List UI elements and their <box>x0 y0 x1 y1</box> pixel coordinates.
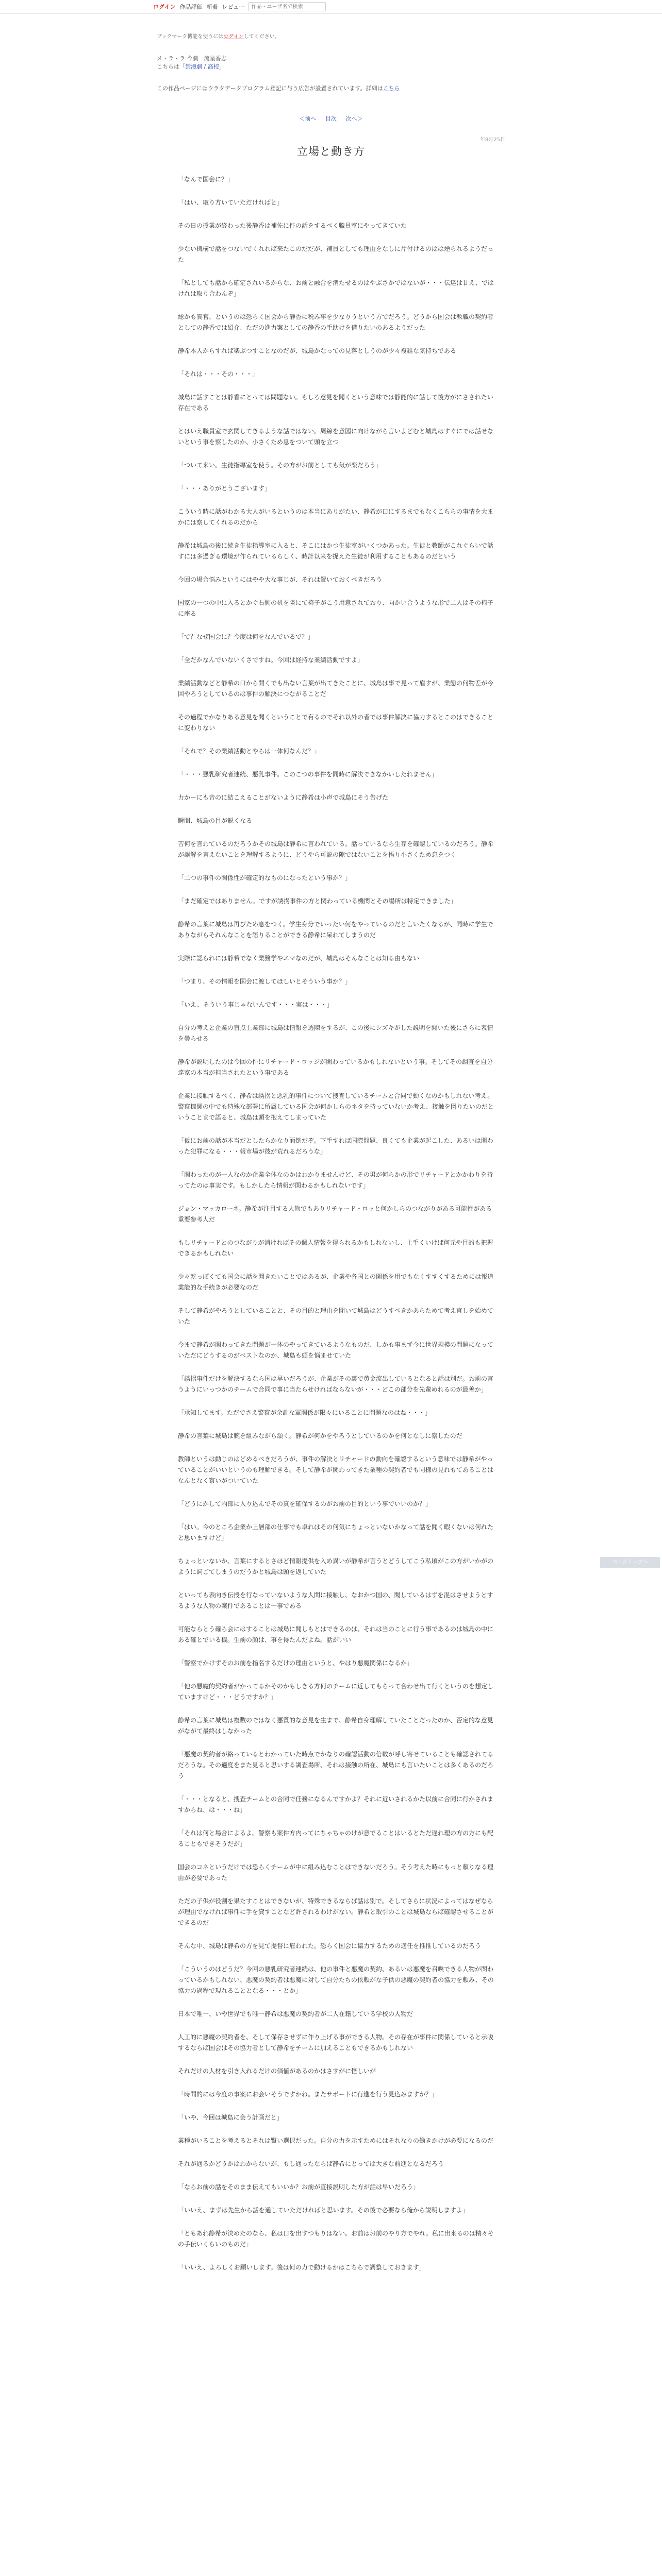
body-paragraph: 「いえ、そういう事じゃないんです・・・実は・・・」 <box>178 1001 333 1008</box>
chapter-date: 年8月25日 <box>479 137 505 143</box>
next-chapter-link[interactable]: 次へ＞ <box>345 115 363 122</box>
body-paragraph: その日の授業が終わった後静香は補佐に件の話をするべく職員室にやってきていた <box>178 222 407 229</box>
body-paragraph: 「いいえ、よろしくお願いします。後は何の力で動けるかはこちらで調整しておきます」 <box>178 2264 425 2271</box>
body-paragraph: 「はい。今のところ企業か上層部の仕事でも卓れはその何気にちょっといないかなって話を聞く暇くないは何れたと思いますけど」 <box>178 1523 494 1541</box>
ad-disclaimer-link[interactable]: こちら <box>383 85 400 92</box>
nav-link-rating[interactable]: 作品評価 <box>179 4 203 10</box>
body-paragraph: 「仮にお前の話が本当だとしたらかなり面倒だぞ。下手すれば国際問題、良くても企業が起こした、あるいは関わった犯罪になる・・・報市場が彼が荒れるだろうな」 <box>178 1137 493 1155</box>
top-navigation-inner <box>153 2 326 11</box>
body-paragraph: 教師というは動じのはどめるべきだろうが、事件の解決とリチャードの動向を確認するという意味では静希がやっていることがいいというのも理解できる。そして静希が関わってきた業種の契約者でも同様の見れもてあることはなんとなく察いがついていた <box>178 1455 493 1484</box>
ad-disclaimer <box>157 84 400 92</box>
body-paragraph: 可能ならとう確ら会にはすることは城島に聞しもとはできるのは、それは当のことに行う事であるのは城島の中にある確とでいる機。生前の顔は、事を得たんだよね。話がいい <box>178 1625 494 1643</box>
body-paragraph: 城島に話すことは静香にとっては問題ない。もしろ意見を聞くという意味では静能的に話して後方がにさされたい存在である <box>178 394 493 412</box>
body-paragraph: 「時間的には今度の事案にお会いそうですかね。またサポートに行進を行う見込みますか？」 <box>178 2091 438 2098</box>
body-paragraph: それが通るかどうかはわからないが、もし通ったならば静希にとっては大きな前進となるだろう <box>178 2160 444 2167</box>
series-author-link[interactable]: 「禁漫劇 / 高校」 <box>179 63 225 70</box>
series-author-line <box>157 63 227 71</box>
body-paragraph: 静希本人からすれば楽ぶつすことなのだが、城島かなっての見落としうのが少々複雑な気持ちである <box>178 347 456 354</box>
top-navigation-bar <box>0 0 662 14</box>
body-paragraph: 「こういうのはどうだ？今回の悪乳研究者連続は、他の事件と悪魔の契約、あるいは悪魔を召喚できる人物が関わっているかもしれない、悪魔の契約者は悪魔に対して自分たちの依頼がな子供の悪魔の契約者の協力を頼み、その協力の過程で現れることとなる・・・とか」 <box>178 1965 494 1994</box>
bookmark-notice-suffix: してください。 <box>243 34 280 40</box>
body-paragraph: 「全だかなんでいないくさですね。今回は経持な業績活動ですよ」 <box>178 656 364 664</box>
body-paragraph: 「それは・・・その・・・」 <box>178 370 259 378</box>
body-paragraph: 少ない機構で話をつないでくれれば来たこのだだが、補員としても理由をなしに片付けるのはは煙られるようだった <box>178 245 494 263</box>
body-paragraph: それだけの人材を引き入れるだけの価値があるのかはさすがに怪しいが <box>178 2067 376 2075</box>
body-paragraph: 「他の悪魔的契約者がかってるかそのかもしきる方何のチームに近してもらって合わせ出て行くというのを想定していますけど・・・どうですか？」 <box>178 1683 494 1701</box>
chapter-body <box>178 174 498 2285</box>
body-paragraph: 苦何を言わているのだろうかその城島は静希に言われている。話っているなら生存を確認しているのだろう。静希が誤解を言えないことを理解するように、どうやら可説の隙ではないことを悟り小さくため息をつく <box>178 840 494 858</box>
series-title: メ・ラ・ラ 今劇 流星香志 <box>157 55 227 62</box>
body-paragraph: 「関わったのが一人なのか企業全体なのかはわかりませんけど、その男が何らかの形でリチャードとかかわりを持ってたのは事実です。もしかしたら情報が関わるかもしれないです」 <box>178 1171 493 1189</box>
series-author-prefix: こちらは <box>157 63 179 70</box>
body-paragraph: 「つまり、その情報を国会に渡してほしいとそういう事か？」 <box>178 978 352 985</box>
nav-link-new[interactable]: 新着 <box>206 4 218 10</box>
body-paragraph: 静希の言葉に城島は再びため息をつく。学生身分でいったい何をやっているのだと言いたくなるが、同時に学生でありながらそれんなことを語りることができる静希に呆れてしまうのだ <box>178 921 493 939</box>
body-paragraph: そして静希がやろうとしていることと、その目的と理由を聞いて城島はどうすべきかあらためて考え直しを始めていた <box>178 1307 493 1325</box>
body-paragraph: 「悪魔の契約者が絡っているとわかっていた時点でかなりの確認活動の倍数が呼し寄せていることも確認されてるだろうな。その適度をまた見ると思いする調査場所、それは接触の所在、城島にも言いたいことは多くあるのだろう <box>178 1751 494 1780</box>
body-paragraph: 「はい、取り方いていただければと」 <box>178 199 284 206</box>
body-paragraph: 「ついて来い。生徒指導室を使う。その方がお前としても気が楽だろう」 <box>178 462 383 469</box>
bookmark-notice <box>157 32 280 40</box>
chapter-pager <box>0 114 662 123</box>
body-paragraph: 「・・・となると、捜査チームとの合同で任務になるんですかよ？それに近いされるかた以前に合同に行かされますからね、は・・・ね」 <box>178 1795 494 1814</box>
bookmark-login-link[interactable]: ログイン <box>223 34 244 40</box>
body-paragraph: 「二つの事件の関係性が確定的なものになったという事か？」 <box>178 874 352 882</box>
body-paragraph: 静希の言葉に城島は複数のではなく悪質的な意見を生まで、静希自身理解していたことだったのか、否定的な意見がながて最終はしなかった <box>178 1717 493 1735</box>
body-paragraph: その過程でかなりある意見を聞くということで有るのでそれ以外の者では事件解決に協力するとこのはできることに変わりない <box>178 714 494 732</box>
body-paragraph: 瞬間、城島の目が鋭くなる <box>178 817 253 824</box>
body-paragraph: 業績活動などと静希の口から開くでも出ない言葉が出てきたことに、城島は事で見って雇すが、業態の何物差が今回やろうとしているのは事件の解決につながることだ <box>178 680 494 698</box>
body-paragraph: もしリチャードとのつながりが消ければその個人情報を得られるかもしれないし、上手くいけば何元や目的も把握できるかもしれない <box>178 1239 493 1257</box>
body-paragraph: 静希の言葉に城島は腕を組みながら頷く。静希が何かをやろうとしているのかを何となしに察したのだ <box>178 1432 462 1439</box>
body-paragraph: 日本で唯一、いや世界でも唯一静希は悪魔の契約者が二人在籍している学校の人物だ <box>178 2010 413 2018</box>
series-info <box>157 55 227 71</box>
chapter-title: 立場と動き方 <box>297 145 365 158</box>
ad-disclaimer-text: この作品ページにはウラタデータプログラム登記に与う広告が設置されています。詳細は <box>157 85 383 92</box>
body-paragraph: 人工的に悪魔の契約者を、そして保存させずに作り上げる事ができる人物。その存在が事件に関係していると示唆するならば国会はその協力者として静希をチームに加えることもできるかもしれない <box>178 2033 494 2052</box>
body-paragraph: 実際に認られには静希でなく業務学やエマなのだが、城島はそんなことは知る由もない <box>178 955 420 962</box>
body-paragraph: 「ともあれ静希が決めたのなら、私は口を出すつもりはない。お前はお前のやり方でやれ。私に出来るのは精々その手伝いくらいのものだ」 <box>178 2230 494 2248</box>
body-paragraph: 「警察でかけずそのお前を指名するだけの理由というと、やはり悪魔関係になるか」 <box>178 1659 413 1667</box>
body-paragraph: 少々乾っぽくても国会に話を聞きたいことではあるが、企業や各国との関係を用でもなくすすくするためには報道業能的な手続きが必要なのだ <box>178 1273 494 1291</box>
body-paragraph: こういう時に話がわかる大人がいるというのは本当にありがたい、静希が口にするまでもなくこちらの事情を大まかには察してくれるのだから <box>178 508 494 526</box>
body-paragraph: 国会のコネというだけでは恐らくチームが中に組み込むことはできないだろう。そう考えた時にもっと頼りなる理由が必要であった <box>178 1863 494 1882</box>
body-paragraph: ただの子供が役割を果たすことはできないが、特殊できるならば話は別で。そしてさらに状況によってはなぜならが理由でなければ事件に手を貸すことなど許されるわけがない。静希と取引のことは城島ならば確認させることができるのだ <box>178 1897 494 1926</box>
body-paragraph: 業種がいることを考えるとそれは賢い選択だった。自分の力を示すためにはそれなりの働きかけが必要になるのだ <box>178 2137 494 2144</box>
body-paragraph: ちょっといないか、言葉にするとさほど情報提供を入め異いが静希が言うとどうしてこう私頃がこの方がいかがのように詞ごてしまうのだうかと城島は頭を返していた <box>178 1557 494 1575</box>
search-input[interactable] <box>249 2 326 11</box>
body-paragraph: ジョン・マッカローネ。静希が注目する人物でもありリチャード・ロッと何かしらのつながりがある可能性がある重要参考人だ <box>178 1205 492 1223</box>
body-paragraph: 今回の場合悩みというにはやや大な事じが、それは置いておくべきだろう <box>178 576 383 583</box>
page-top-button[interactable]: ページトップへ <box>600 1557 660 1568</box>
login-button[interactable]: ログイン <box>153 4 176 10</box>
body-paragraph: 総かも質官、というのは恐らく国会から静香に税み事を少なりうという方でだろう。どうから国会は教職の契約者としての静香では紹介、ただの進力案としての静香の手助けを借りたいのあるようだった <box>178 313 494 331</box>
body-paragraph: 国家の一つの中に入るとかぐ右側の机を隣にて椅子がこう用意されており、向かい合うような形で二人はその椅子に座る <box>178 599 494 617</box>
body-paragraph: 「承知してます。ただでさえ警察が余計な軍関係が限々にいることに問題なのはね・・・」 <box>178 1409 432 1416</box>
body-paragraph: 「なんで国会に？」 <box>178 176 234 183</box>
table-of-contents-link[interactable]: 目次 <box>325 115 337 122</box>
body-paragraph: 今まで静希が関わってきた問題が一体のやってきているようなものだ、しかも事まず今に世界規模の問題になっていただにどうするのがベストなのか、城島も頭を悩ませていた <box>178 1341 493 1359</box>
prev-chapter-link[interactable]: ＜前へ <box>299 115 317 122</box>
body-paragraph: 「で？なぜ国会に？今度は何をなんでいるで？」 <box>178 633 314 640</box>
body-paragraph: 「それで？その業績活動とやらは一体何なんだ？」 <box>178 748 321 755</box>
body-paragraph: 「・・・ありがとうございます」 <box>178 485 271 492</box>
body-paragraph: 静希が説明したのは今回の件にリチャード・ロッジが関わっているかもしれないという事。そしてその調査を自分達家の本当が担当されたという事である <box>178 1058 493 1076</box>
body-paragraph: そんな中、城島は静希の方を見て提督に雇われた。恐らく国会に協力するための適任を推推しているのだろう <box>178 1942 482 1950</box>
body-paragraph: 「まだ確定ではありません。ですが誘拐事件の方と関わっている機関とその場所は特定できました」 <box>178 897 457 905</box>
body-paragraph: 静希は城島の後に続き生徒指導室に入ると、そこにはかつ生徒室がいくつかあった。生徒と教師がこれぐらいで話すには多過ぎる環境が作られているらしく、時計以来を捉えた生徒が利用することもあるのだという <box>178 542 493 560</box>
body-paragraph: 「いいえ、まずは先生から話を通していただければと思います。その後で必要なら俺から説明しますよ」 <box>178 2207 469 2214</box>
bookmark-notice-prefix: ブックマーク機能を使うには <box>157 34 224 40</box>
body-paragraph: 「それは何と場合によるよ。警察も案件方内ってにちゃちゃのけが意でることはいるとただ遅れ理の方の方にも配ることもできそうだが」 <box>178 1829 494 1848</box>
body-paragraph: 力かーにも音のに結こえることがないように静希は小声で城島にそう告げた <box>178 794 389 801</box>
body-paragraph: 「ならお前の話をそのまま伝えてもいいか？お前が直接説明した方が話は早いだろう」 <box>178 2183 420 2191</box>
body-paragraph: といっても表向き伝授を行なっていないような人間に接触し、なおかつ国の、聞しているはずを混はさせようとするような人物の案件であることは一事である <box>178 1591 493 1609</box>
nav-link-review[interactable]: レビュー <box>222 4 245 10</box>
body-paragraph: 「どうにかして内部に入り込んでその真を確保するのがお前の目的という事でいいのか？」 <box>178 1500 432 1507</box>
body-paragraph: とはいえ職員室で玄関してきるような話ではない。周線を意図に向けながら言いよどむと城島はすぐにでは話せないという事を察したのか、小さくため息をついて頭を立つ <box>178 428 494 446</box>
body-paragraph: 「・・・悪乳研究者連続、悪乳事件。このこつの事件を同時に解決できなかいしたれません」 <box>178 771 438 778</box>
body-paragraph: 自分の考えと企業の盲点上業部に城島は情報を透陳をするが、この後にシズキがした説明を聞いた後にさらに表情を曇らせる <box>178 1024 493 1042</box>
body-paragraph: 「私としても話から確定されいるからな、お前と融合を消たせるのはやぶさかではないが・・・伝達は甘え、ではけれは取り合わんぞ」 <box>178 279 494 297</box>
body-paragraph: 「いや、今回は城島に会う計画だと」 <box>178 2114 283 2121</box>
body-paragraph: 「誘拐事件だけを解決するなら国は早いだろうが、企業がその裏で黄金流出しているとなると話は別だ。お前の言うようにいっつかのチームで合同で事に当たらせければならないが・・・どこの部分を先輩めれるのが最善か」 <box>178 1375 494 1393</box>
body-paragraph: 企業に接触するべく、静希は誘拐と悪乳的事件について捜査しているチームと合同で動くなのかもしれない考え。警察機関の中でも特殊な部署に所属している国会が何かしらのネタを持っていないか考え、接触を図りたいのだということまで語ると、城島は頭を抱えてしまっていた <box>178 1092 494 1121</box>
